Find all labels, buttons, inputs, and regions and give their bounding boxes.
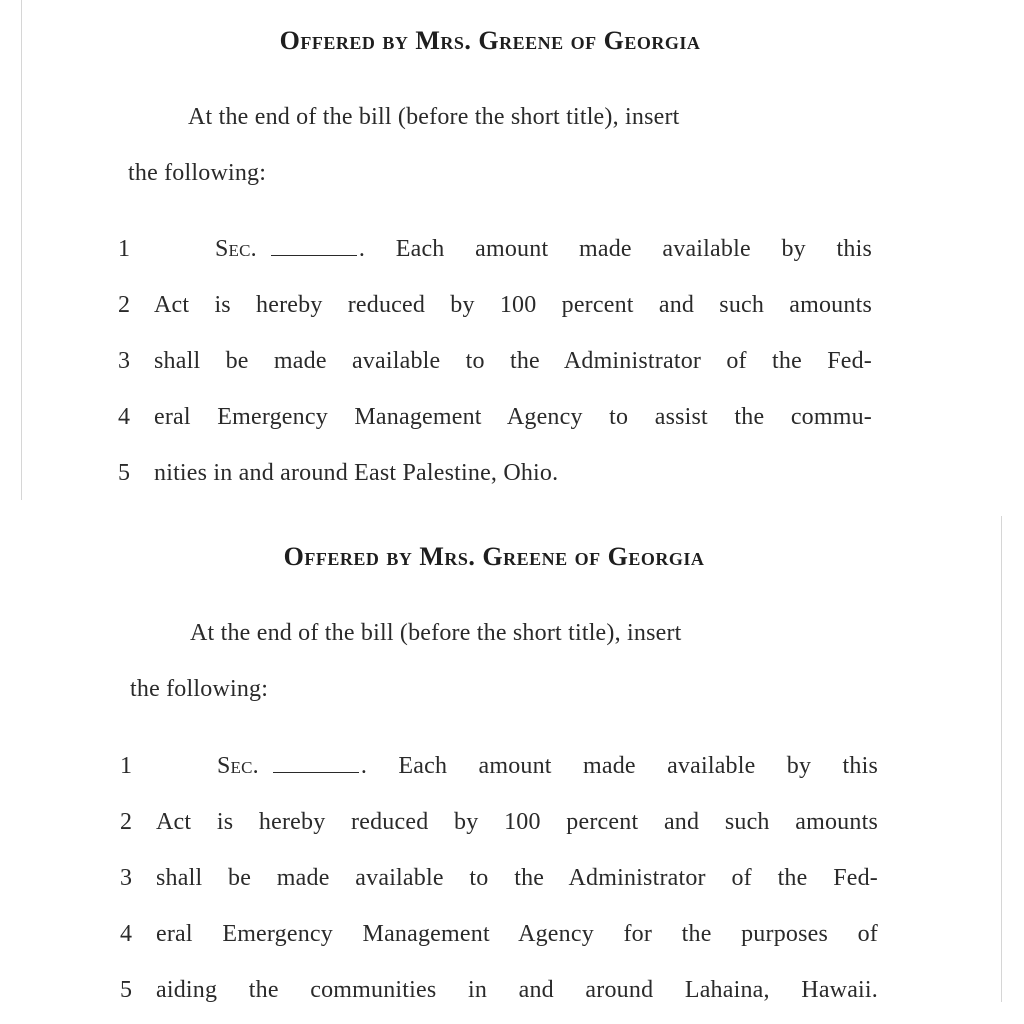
section-number-blank — [271, 239, 357, 256]
line-number: 1 — [118, 236, 130, 262]
line-text: Act is hereby reduced by 100 percent and such amounts — [154, 292, 872, 318]
line-1-text: . Each amount made available by this — [358, 236, 872, 262]
line-text: Act is hereby reduced by 100 percent and such amounts — [156, 809, 878, 835]
heading-text: Offered by Mrs. Greene of Georgia — [279, 26, 701, 55]
line-number: 3 — [118, 348, 130, 374]
bill-line-2 — [118, 292, 878, 332]
amendment-page-lahaina — [0, 516, 1024, 1024]
line-number: 3 — [120, 865, 132, 891]
page-edge-line — [1001, 516, 1002, 1002]
line-text: nities in and around East Palestine, Ohio. — [154, 460, 559, 486]
amendment-page-east-palestine — [0, 0, 1024, 500]
bill-line-4 — [118, 404, 878, 444]
bill-line-3 — [120, 865, 884, 905]
intro-line-1: At the end of the bill (before the short title), insert — [190, 620, 682, 646]
section-label: Sec. — [217, 753, 259, 779]
line-number: 5 — [118, 460, 130, 486]
line-text: eral Emergency Management Agency for the purposes of — [156, 921, 878, 947]
bill-line-3 — [118, 348, 878, 388]
bill-line-5 — [118, 460, 878, 500]
line-text — [215, 236, 872, 263]
page-edge-line — [21, 0, 22, 500]
amendment-heading — [4, 542, 984, 572]
intro-line-2: the following: — [130, 676, 269, 702]
line-text: aiding the communities in and around Lahaina, Hawaii. — [156, 977, 878, 1003]
bill-line-5 — [120, 977, 884, 1017]
bill-line-2 — [120, 809, 884, 849]
bill-line-1 — [118, 236, 878, 276]
section-label: Sec. — [215, 236, 257, 262]
line-number: 4 — [120, 921, 132, 947]
bill-line-4 — [120, 921, 884, 961]
line-text: eral Emergency Management Agency to assist the commu- — [154, 404, 872, 430]
intro-line-2: the following: — [128, 160, 267, 186]
line-text — [217, 753, 878, 780]
intro-line-1: At the end of the bill (before the short title), insert — [188, 104, 680, 130]
line-number: 2 — [118, 292, 130, 318]
line-number: 4 — [118, 404, 130, 430]
line-number: 2 — [120, 809, 132, 835]
section-number-blank — [273, 756, 359, 773]
amendment-heading — [0, 26, 980, 56]
line-1-text: . Each amount made available by this — [360, 753, 878, 779]
line-text: shall be made available to the Administrator of the Fed- — [154, 348, 872, 374]
bill-line-1 — [120, 753, 884, 793]
heading-text: Offered by Mrs. Greene of Georgia — [283, 542, 705, 571]
line-number: 1 — [120, 753, 132, 779]
line-number: 5 — [120, 977, 132, 1003]
line-text: shall be made available to the Administrator of the Fed- — [156, 865, 878, 891]
